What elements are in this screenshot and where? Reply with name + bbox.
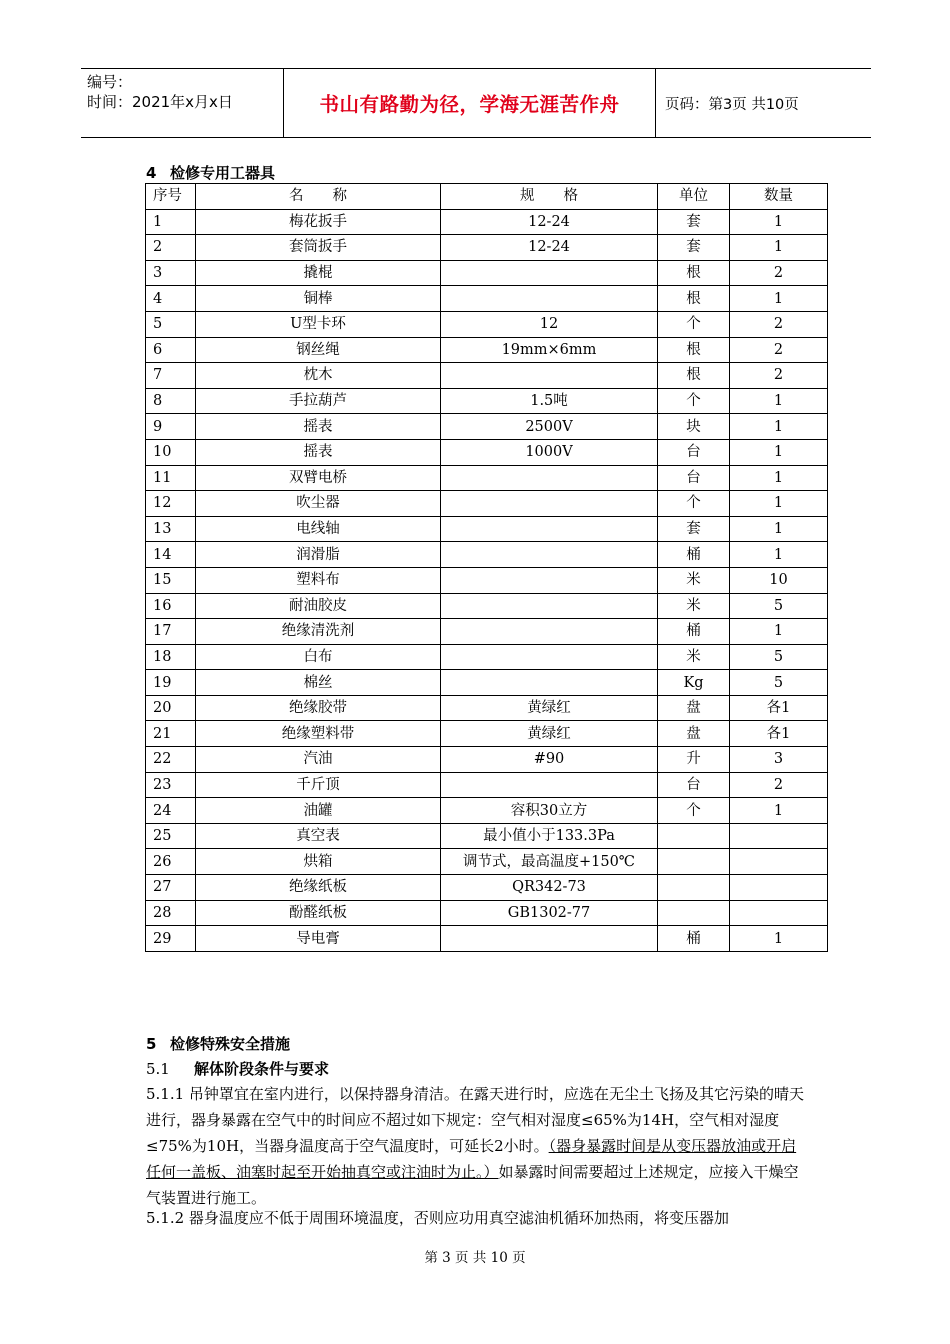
cell-quantity: 2 xyxy=(730,772,828,798)
cell-name: 铜棒 xyxy=(196,286,441,312)
cell-spec xyxy=(441,567,658,593)
cell-number: 24 xyxy=(146,798,196,824)
cell-unit: 桶 xyxy=(658,619,730,645)
tools-table-body xyxy=(146,209,828,951)
table-row xyxy=(146,619,828,645)
table-row xyxy=(146,414,828,440)
cell-unit: 桶 xyxy=(658,542,730,568)
cell-spec: 1.5吨 xyxy=(441,388,658,414)
cell-spec: 黄绿红 xyxy=(441,721,658,747)
cell-number: 10 xyxy=(146,439,196,465)
cell-unit: 个 xyxy=(658,388,730,414)
cell-unit: 根 xyxy=(658,286,730,312)
cell-name: 钢丝绳 xyxy=(196,337,441,363)
column-header-quantity: 数量 xyxy=(730,184,828,210)
table-row xyxy=(146,849,828,875)
cell-quantity: 1 xyxy=(730,414,828,440)
table-row xyxy=(146,363,828,389)
cell-unit: 台 xyxy=(658,465,730,491)
cell-spec: 1000V xyxy=(441,439,658,465)
cell-spec: #90 xyxy=(441,747,658,773)
cell-quantity: 1 xyxy=(730,388,828,414)
column-header-unit: 单位 xyxy=(658,184,730,210)
table-row xyxy=(146,695,828,721)
cell-spec: QR342-73 xyxy=(441,875,658,901)
paragraph-5-1-2 xyxy=(146,1205,826,1231)
cell-quantity: 3 xyxy=(730,747,828,773)
cell-quantity: 5 xyxy=(730,670,828,696)
table-row xyxy=(146,567,828,593)
table-row xyxy=(146,593,828,619)
table-row xyxy=(146,465,828,491)
subsection-5-1-title: 解体阶段条件与要求 xyxy=(194,1060,330,1078)
cell-number: 8 xyxy=(146,388,196,414)
cell-spec: 12-24 xyxy=(441,209,658,235)
cell-name: 吹尘器 xyxy=(196,491,441,517)
header-motto-cell xyxy=(284,69,656,137)
cell-name: 耐油胶皮 xyxy=(196,593,441,619)
cell-number: 25 xyxy=(146,823,196,849)
cell-spec: 12 xyxy=(441,311,658,337)
cell-spec: 12-24 xyxy=(441,235,658,261)
table-row xyxy=(146,260,828,286)
cell-name: 汽油 xyxy=(196,747,441,773)
cell-quantity: 1 xyxy=(730,619,828,645)
cell-name: 润滑脂 xyxy=(196,542,441,568)
section-5-title: 检修特殊安全措施 xyxy=(170,1035,291,1053)
table-row xyxy=(146,516,828,542)
cell-number: 27 xyxy=(146,875,196,901)
table-row xyxy=(146,286,828,312)
cell-unit: 根 xyxy=(658,260,730,286)
cell-quantity: 各1 xyxy=(730,721,828,747)
cell-number: 15 xyxy=(146,567,196,593)
cell-spec xyxy=(441,491,658,517)
cell-name: 千斤顶 xyxy=(196,772,441,798)
table-row xyxy=(146,926,828,952)
cell-name: 导电膏 xyxy=(196,926,441,952)
cell-spec: 容积30立方 xyxy=(441,798,658,824)
cell-unit: 套 xyxy=(658,516,730,542)
table-row xyxy=(146,439,828,465)
cell-number: 14 xyxy=(146,542,196,568)
subsection-5-1-heading xyxy=(146,1058,329,1079)
column-header-number: 序号 xyxy=(146,184,196,210)
table-row xyxy=(146,798,828,824)
cell-unit: 个 xyxy=(658,491,730,517)
cell-quantity: 1 xyxy=(730,491,828,517)
cell-name: 梅花扳手 xyxy=(196,209,441,235)
cell-name: 烘箱 xyxy=(196,849,441,875)
column-header-spec: 规 格 xyxy=(441,184,658,210)
cell-number: 3 xyxy=(146,260,196,286)
cell-unit xyxy=(658,823,730,849)
cell-number: 1 xyxy=(146,209,196,235)
cell-spec xyxy=(441,670,658,696)
cell-number: 18 xyxy=(146,644,196,670)
cell-quantity: 2 xyxy=(730,337,828,363)
cell-name: 真空表 xyxy=(196,823,441,849)
cell-spec: 黄绿红 xyxy=(441,695,658,721)
cell-name: 撬棍 xyxy=(196,260,441,286)
cell-number: 11 xyxy=(146,465,196,491)
cell-quantity: 5 xyxy=(730,593,828,619)
cell-unit: 块 xyxy=(658,414,730,440)
cell-quantity: 1 xyxy=(730,798,828,824)
cell-spec: GB1302-77 xyxy=(441,900,658,926)
cell-unit: 盘 xyxy=(658,721,730,747)
cell-number: 16 xyxy=(146,593,196,619)
cell-name: 绝缘塑料带 xyxy=(196,721,441,747)
cell-quantity: 10 xyxy=(730,567,828,593)
cell-name: 双臂电桥 xyxy=(196,465,441,491)
cell-name: 棉丝 xyxy=(196,670,441,696)
cell-unit: 根 xyxy=(658,337,730,363)
table-row xyxy=(146,337,828,363)
cell-spec xyxy=(441,619,658,645)
cell-unit: 米 xyxy=(658,593,730,619)
cell-unit: 米 xyxy=(658,567,730,593)
cell-name: 枕木 xyxy=(196,363,441,389)
header-meta xyxy=(81,69,284,137)
cell-unit: 套 xyxy=(658,209,730,235)
cell-unit: Kg xyxy=(658,670,730,696)
cell-number: 6 xyxy=(146,337,196,363)
paragraph-5-1-1-tail: 如暴露时间需要超过上述规定，应接入干燥空气装置进行施工。 xyxy=(146,1163,799,1207)
cell-spec xyxy=(441,772,658,798)
cell-spec: 19mm×6mm xyxy=(441,337,658,363)
cell-number: 2 xyxy=(146,235,196,261)
cell-spec xyxy=(441,260,658,286)
cell-unit: 套 xyxy=(658,235,730,261)
cell-name: 酚醛纸板 xyxy=(196,900,441,926)
cell-unit: 升 xyxy=(658,747,730,773)
cell-spec xyxy=(441,516,658,542)
cell-spec xyxy=(441,465,658,491)
cell-unit: 个 xyxy=(658,311,730,337)
cell-number: 20 xyxy=(146,695,196,721)
section-4-heading xyxy=(146,162,275,183)
cell-quantity xyxy=(730,900,828,926)
section-4-title: 检修专用工器具 xyxy=(170,164,276,182)
cell-number: 29 xyxy=(146,926,196,952)
table-row xyxy=(146,644,828,670)
cell-quantity: 1 xyxy=(730,235,828,261)
table-row xyxy=(146,311,828,337)
cell-number: 28 xyxy=(146,900,196,926)
cell-spec: 2500V xyxy=(441,414,658,440)
cell-name: 套筒扳手 xyxy=(196,235,441,261)
cell-name: 塑料布 xyxy=(196,567,441,593)
cell-name: U型卡环 xyxy=(196,311,441,337)
table-row xyxy=(146,209,828,235)
cell-number: 22 xyxy=(146,747,196,773)
table-row xyxy=(146,772,828,798)
cell-number: 5 xyxy=(146,311,196,337)
cell-name: 摇表 xyxy=(196,439,441,465)
cell-quantity: 1 xyxy=(730,439,828,465)
table-row xyxy=(146,747,828,773)
section-4-number: 4 xyxy=(146,164,157,182)
cell-number: 23 xyxy=(146,772,196,798)
document-time-label: 时间：2021年x月x日 xyxy=(87,93,233,111)
cell-quantity: 各1 xyxy=(730,695,828,721)
table-row xyxy=(146,721,828,747)
cell-spec: 调节式，最高温度+150℃ xyxy=(441,849,658,875)
cell-unit: 桶 xyxy=(658,926,730,952)
cell-quantity: 5 xyxy=(730,644,828,670)
cell-number: 19 xyxy=(146,670,196,696)
cell-unit: 米 xyxy=(658,644,730,670)
cell-quantity: 2 xyxy=(730,260,828,286)
cell-quantity: 1 xyxy=(730,542,828,568)
cell-spec xyxy=(441,286,658,312)
cell-number: 21 xyxy=(146,721,196,747)
cell-unit: 台 xyxy=(658,772,730,798)
cell-spec xyxy=(441,644,658,670)
cell-unit xyxy=(658,849,730,875)
tools-table xyxy=(145,183,828,952)
cell-quantity: 2 xyxy=(730,363,828,389)
subsection-5-1-number: 5.1 xyxy=(146,1060,170,1078)
cell-quantity: 1 xyxy=(730,465,828,491)
cell-spec xyxy=(441,542,658,568)
cell-quantity: 1 xyxy=(730,516,828,542)
cell-unit xyxy=(658,875,730,901)
cell-name: 白布 xyxy=(196,644,441,670)
header-page-info-cell xyxy=(656,69,871,137)
cell-name: 绝缘清洗剂 xyxy=(196,619,441,645)
cell-name: 电线轴 xyxy=(196,516,441,542)
cell-spec xyxy=(441,593,658,619)
cell-spec xyxy=(441,363,658,389)
cell-unit: 盘 xyxy=(658,695,730,721)
cell-unit: 个 xyxy=(658,798,730,824)
table-row xyxy=(146,388,828,414)
cell-name: 手拉葫芦 xyxy=(196,388,441,414)
cell-number: 12 xyxy=(146,491,196,517)
table-row xyxy=(146,900,828,926)
cell-unit xyxy=(658,900,730,926)
cell-unit: 台 xyxy=(658,439,730,465)
table-row xyxy=(146,670,828,696)
paragraph-5-1-1 xyxy=(146,1081,806,1211)
document-header xyxy=(81,68,871,138)
cell-number: 13 xyxy=(146,516,196,542)
paragraph-5-1-2-text: 5.1.2 器身温度应不低于周围环境温度，否则应功用真空滤油机循环加热雨，将变压器加 xyxy=(146,1209,729,1227)
table-row xyxy=(146,542,828,568)
header-motto: 书山有路勤为径，学海无涯苦作舟 xyxy=(319,93,620,116)
cell-quantity xyxy=(730,823,828,849)
header-page-info: 页码：第3页 共10页 xyxy=(665,96,799,113)
cell-quantity: 2 xyxy=(730,311,828,337)
section-5-number: 5 xyxy=(146,1035,157,1053)
table-row xyxy=(146,491,828,517)
cell-name: 绝缘胶带 xyxy=(196,695,441,721)
cell-name: 摇表 xyxy=(196,414,441,440)
table-row xyxy=(146,875,828,901)
cell-number: 4 xyxy=(146,286,196,312)
column-header-name: 名 称 xyxy=(196,184,441,210)
cell-quantity: 1 xyxy=(730,926,828,952)
paragraph-5-1-1-underlined-note: （器身暴露时间是从变压器放油或开启任何一盖板、油塞时起至开始抽真空或注油时为止。） xyxy=(146,1137,797,1181)
paragraph-5-1-1-text: 5.1.1 吊钟罩宜在室内进行，以保持器身清洁。在露天进行时，应选在无尘土飞扬及其它污染的晴天进行，器身暴露在空气中的时间应不超过如下规定：空气相对湿度≤65%为14H，空气相对湿度≤75%为10H，当器身温度高于空气温度时，可延长2小时。 xyxy=(146,1085,804,1155)
cell-quantity xyxy=(730,875,828,901)
cell-number: 26 xyxy=(146,849,196,875)
cell-number: 7 xyxy=(146,363,196,389)
cell-name: 绝缘纸板 xyxy=(196,875,441,901)
cell-number: 9 xyxy=(146,414,196,440)
cell-name: 油罐 xyxy=(196,798,441,824)
page-footer: 第 3 页 共 10 页 xyxy=(424,1250,526,1266)
cell-quantity xyxy=(730,849,828,875)
cell-spec xyxy=(441,926,658,952)
table-row xyxy=(146,823,828,849)
table-row xyxy=(146,235,828,261)
cell-number: 17 xyxy=(146,619,196,645)
cell-spec: 最小值小于133.3Pa xyxy=(441,823,658,849)
cell-quantity: 1 xyxy=(730,286,828,312)
cell-quantity: 1 xyxy=(730,209,828,235)
document-number-label: 编号： xyxy=(87,73,133,91)
table-header-row xyxy=(146,184,828,210)
section-5-heading xyxy=(146,1033,290,1054)
cell-unit: 根 xyxy=(658,363,730,389)
